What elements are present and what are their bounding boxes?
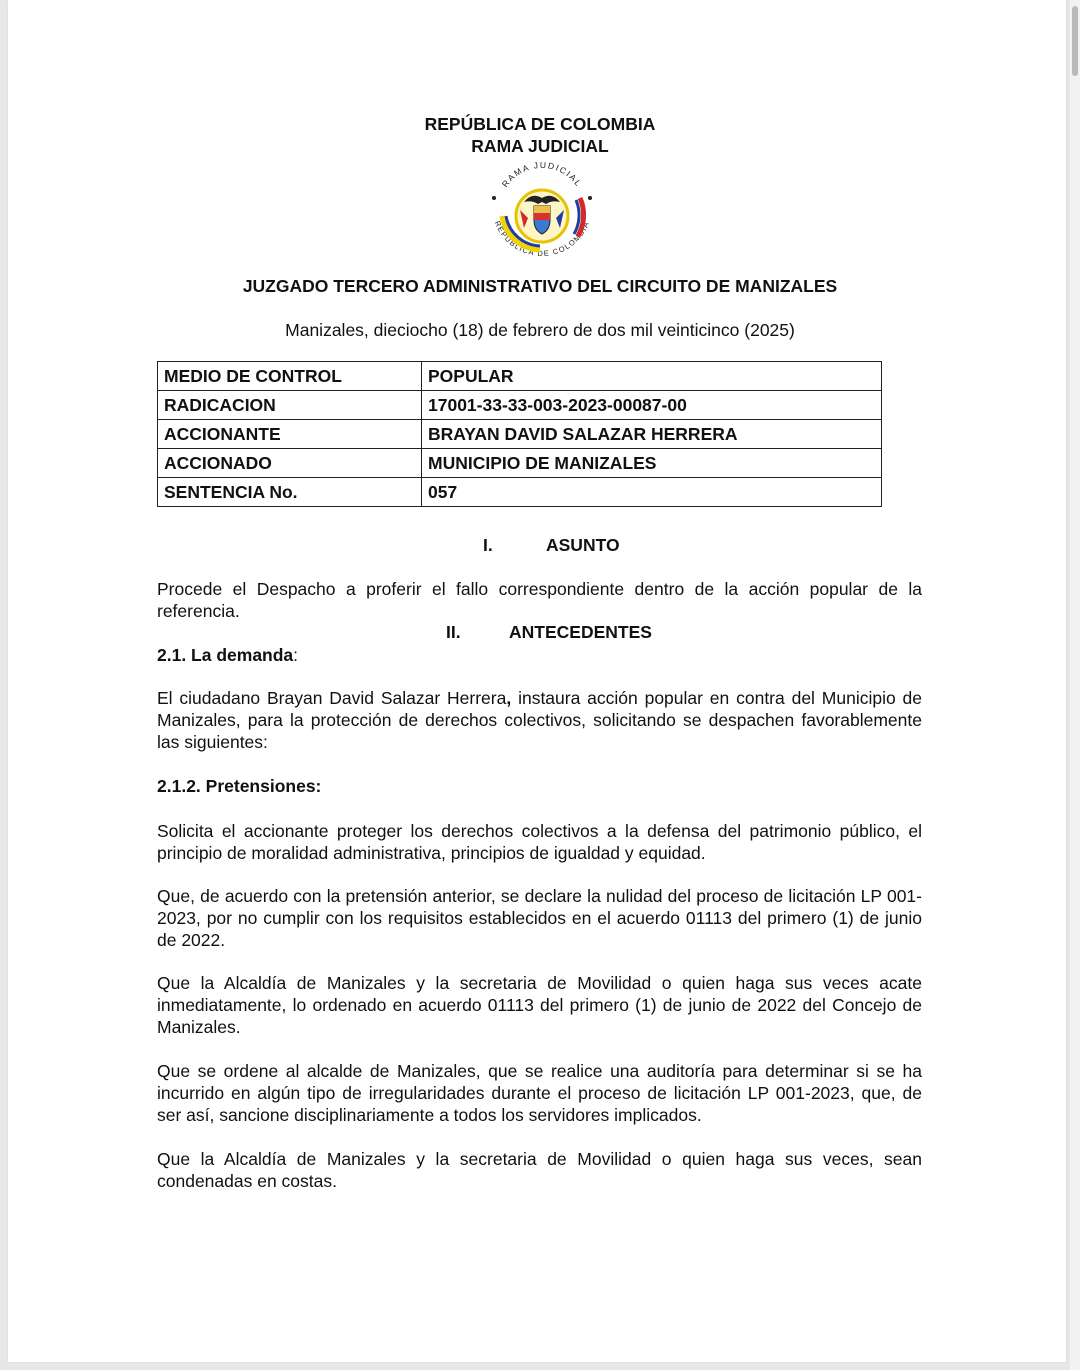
table-row <box>158 449 882 478</box>
section-number: I. <box>483 535 493 555</box>
case-info-table <box>157 361 882 507</box>
pretension-paragraph: Que, de acuerdo con la pretensión anterior, se declare la nulidad del proceso de licitación LP 001-2023, por no cumplir con los requisitos establecidos en el acuerdo 01113 del primero (1) de junio de 2022. <box>157 886 922 950</box>
subheading-suffix: : <box>293 645 299 665</box>
intro-comma: , <box>506 688 512 708</box>
table-label: MEDIO DE CONTROL <box>158 362 422 391</box>
intro-text: El ciudadano Brayan David Salazar Herrera <box>157 688 507 708</box>
asunto-paragraph: Procede el Despacho a proferir el fallo correspondiente dentro de la acción popular de la referencia. <box>157 579 922 621</box>
pretensiones-heading: 2.1.2. Pretensiones: <box>157 776 322 796</box>
table-label: SENTENCIA No. <box>158 478 422 507</box>
svg-text:RAMA JUDICIAL <box>500 160 584 189</box>
table-label: ACCIONANTE <box>158 420 422 449</box>
subheading-label: 2.1. La demanda <box>157 645 294 665</box>
scrollbar-thumb[interactable] <box>1072 6 1078 76</box>
table-value: 057 <box>422 478 882 507</box>
scrollbar[interactable] <box>1070 0 1080 1370</box>
pretension-paragraph: Solicita el accionante proteger los derechos colectivos a la defensa del patrimonio público, el principio de moralidad administrativa, principios de igualdad y equidad. <box>157 821 922 863</box>
section-title: ANTECEDENTES <box>509 622 652 642</box>
section-title: ASUNTO <box>546 535 620 555</box>
seal-text-bottom: REPÚBLICA DE COLOMBIA <box>492 219 592 259</box>
table-label: ACCIONADO <box>158 449 422 478</box>
pretension-paragraph: Que se ordene al alcalde de Manizales, que se realice una auditoría para determinar si se ha incurrido en algún tipo de irregularidades durante el proceso de licitación LP 001-2023, que, de ser así, sancione disciplinariamente a todos los servidores implicados. <box>157 1061 922 1125</box>
intro-rest: instaura acción popular en contra del Municipio de Manizales, para la protección de derechos colectivos, solicitando se despachen favorablemente las siguientes: <box>157 688 922 752</box>
table-label: RADICACION <box>158 391 422 420</box>
table-row <box>158 420 882 449</box>
table-row <box>158 391 882 420</box>
country-heading: REPÚBLICA DE COLOMBIA <box>424 114 656 134</box>
table-value: 17001-33-33-003-2023-00087-00 <box>422 391 882 420</box>
judicial-seal-icon <box>480 158 604 262</box>
table-value: BRAYAN DAVID SALAZAR HERRERA <box>422 420 882 449</box>
pretension-paragraph: Que la Alcaldía de Manizales y la secretaria de Movilidad o quien haga sus veces, sean condenadas en costas. <box>157 1149 922 1191</box>
subheading-demanda <box>157 644 922 666</box>
court-heading: JUZGADO TERCERO ADMINISTRATIVO DEL CIRCUITO DE MANIZALES <box>242 276 838 296</box>
table-row <box>158 478 882 507</box>
table-value: POPULAR <box>422 362 882 391</box>
table-value: MUNICIPIO DE MANIZALES <box>422 449 882 478</box>
branch-heading: RAMA JUDICIAL <box>471 136 609 156</box>
seal-text-top: RAMA JUDICIAL <box>499 159 585 189</box>
pretension-paragraph: Que la Alcaldía de Manizales y la secretaria de Movilidad o quien haga sus veces acate inmediatamente, lo ordenado en acuerdo 01113 del primero (1) de junio de 2022 del Concejo de Manizales. <box>157 973 922 1037</box>
section-number: II. <box>446 622 461 642</box>
table-row <box>158 362 882 391</box>
date-line: Manizales, dieciocho (18) de febrero de dos mil veinticinco (2025) <box>285 320 795 340</box>
demanda-paragraph <box>157 687 922 753</box>
